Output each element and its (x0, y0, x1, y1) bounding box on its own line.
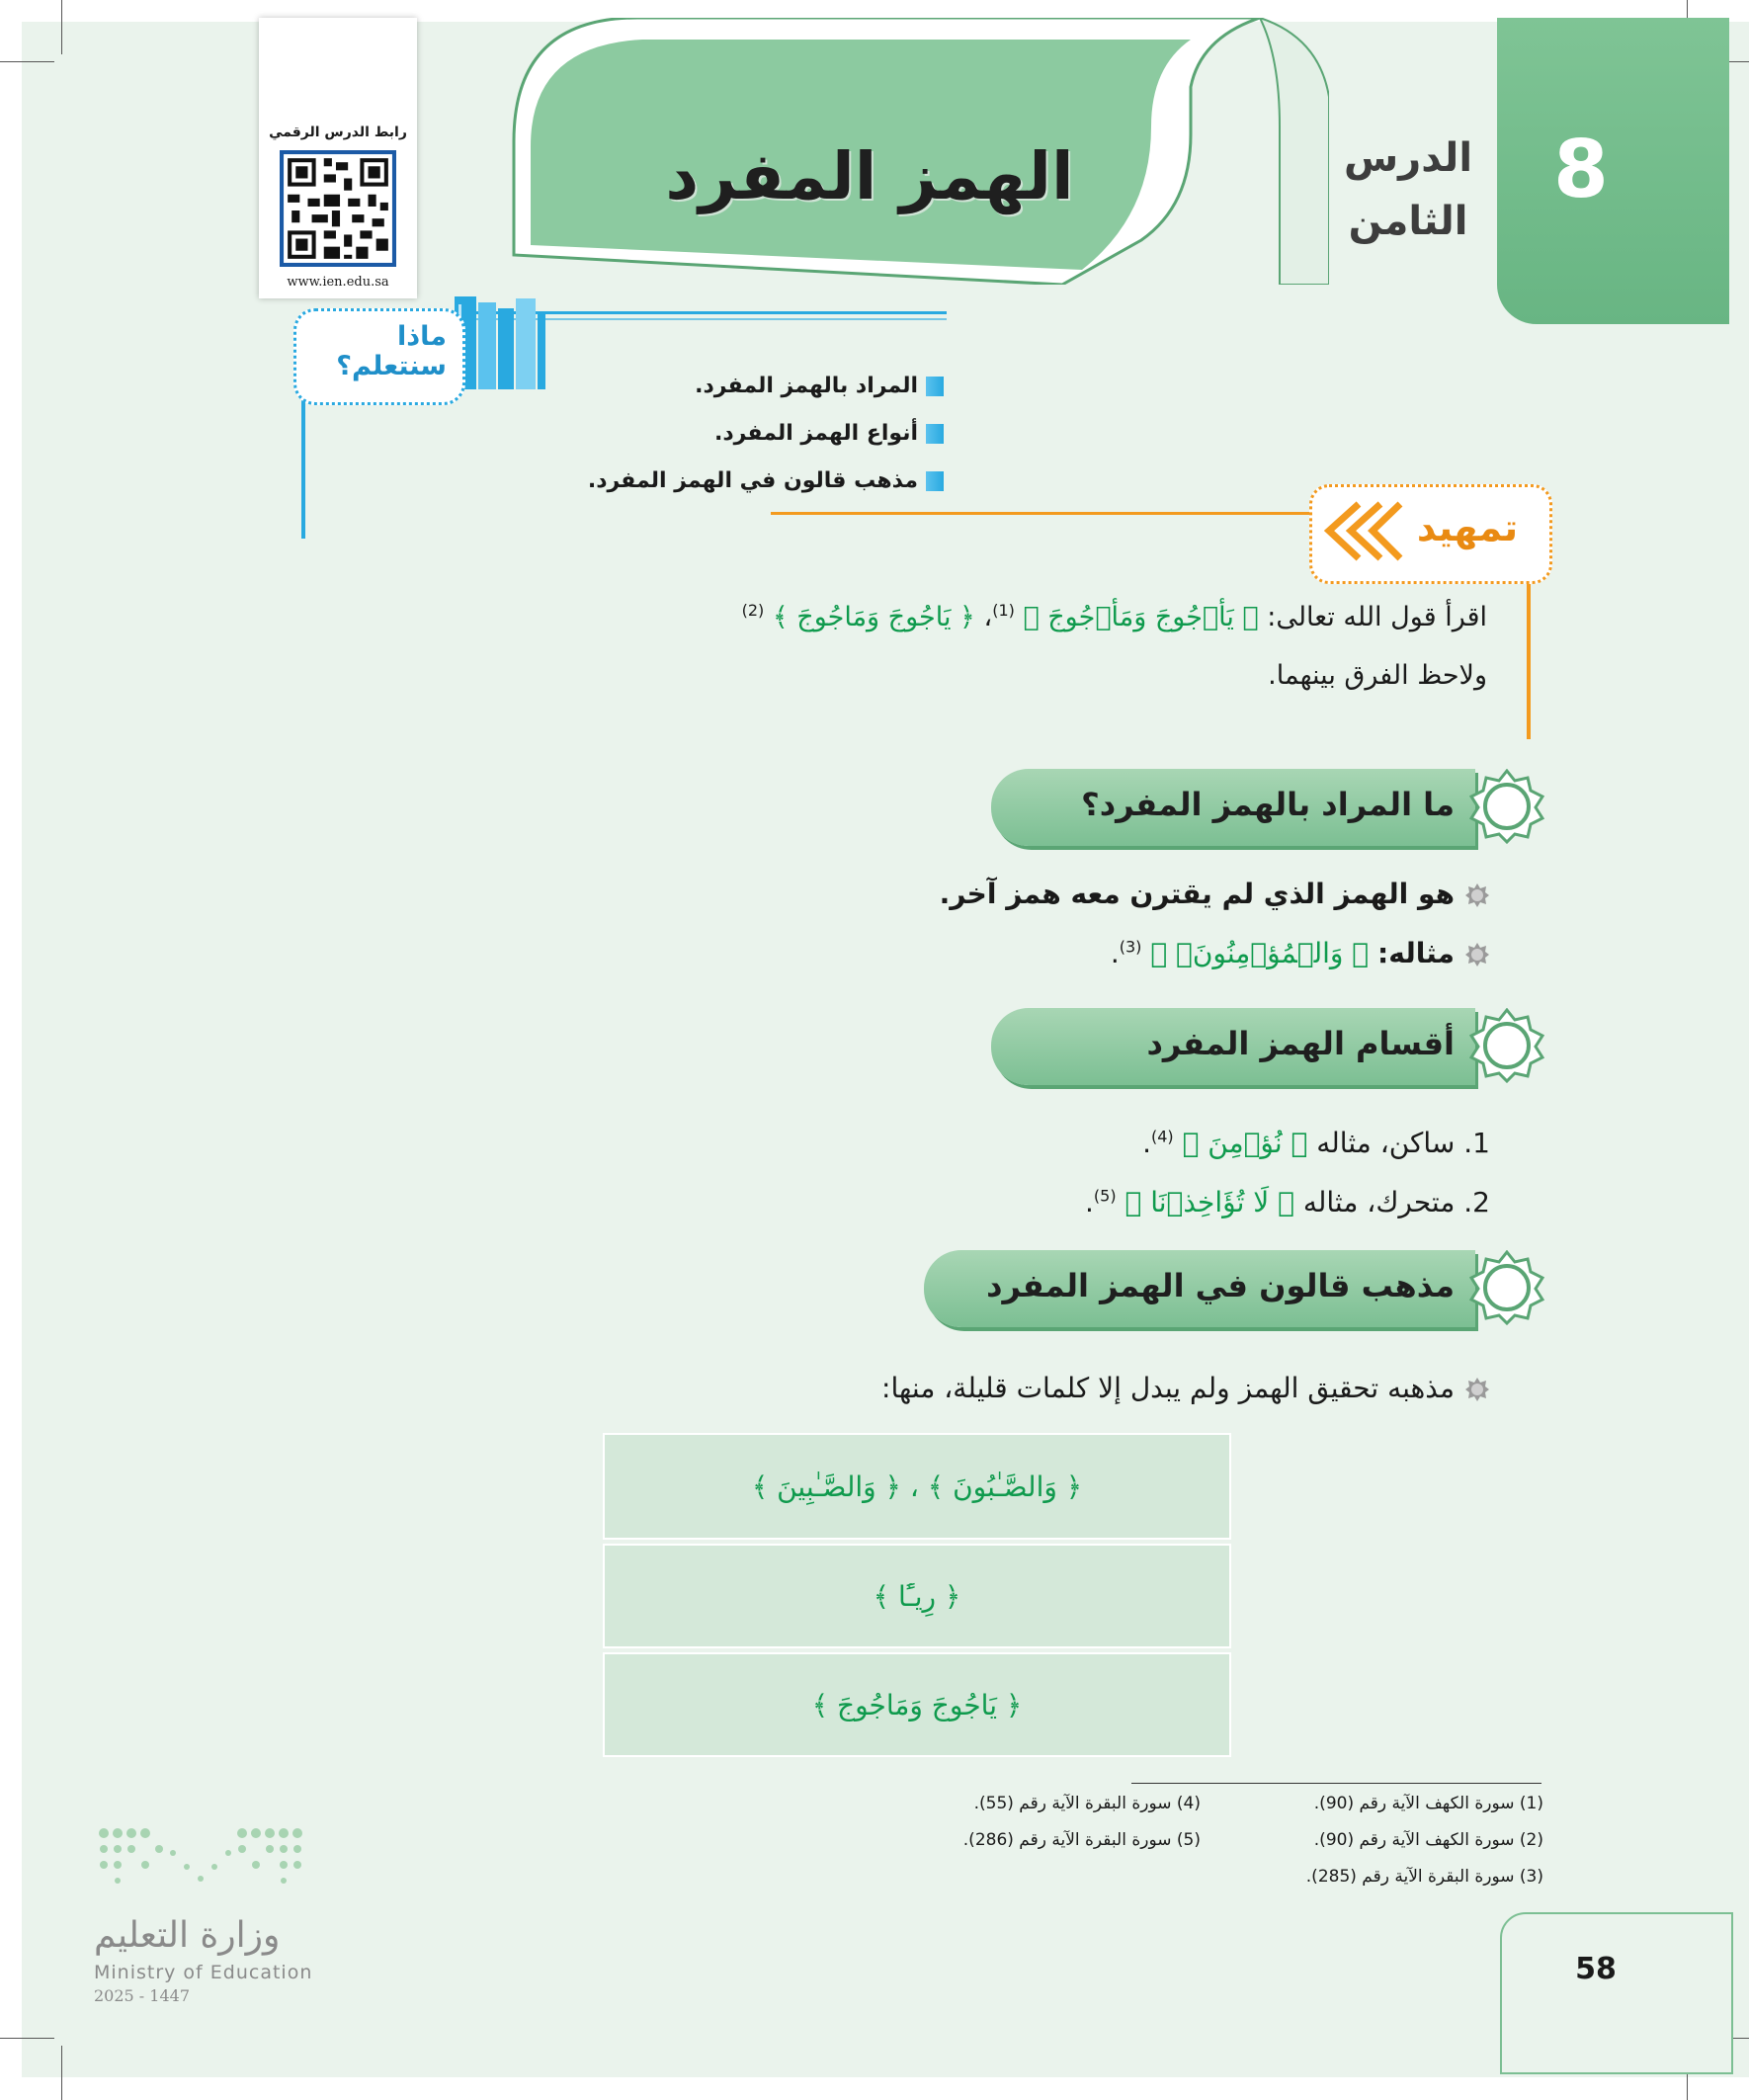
crop-mark (61, 2046, 62, 2100)
learn-heading (296, 322, 447, 381)
gear-bullet-icon (1464, 882, 1490, 908)
section3-title: مذهب قالون في الهمز المفرد (986, 1267, 1455, 1304)
footnote: (3) سورة البقرة الآية رقم (285). (1305, 1867, 1543, 1887)
definition-bullet: هو الهمز الذي لم يقترن معه همز آخر. (940, 878, 1490, 910)
footnote-divider (1131, 1783, 1541, 1784)
learn-heading-line2: سنتعلم؟ (336, 351, 447, 381)
square-bullet-icon (926, 471, 944, 491)
qr-code-icon[interactable] (280, 150, 396, 267)
qr-url[interactable]: www.ien.edu.sa (287, 275, 389, 290)
section2-title: أقسام الهمز المفرد (1146, 1025, 1455, 1062)
page-title: الهمز المفرد (665, 138, 1074, 214)
objective-item: المراد بالهمز المفرد. (695, 374, 944, 398)
gear-bullet-icon (1464, 1377, 1490, 1402)
footnote: (4) سورة البقرة الآية رقم (55). (973, 1794, 1201, 1813)
lesson-label-line1: الدرس (1343, 135, 1473, 181)
section1-title: ما المراد بالهمز المفرد؟ (1081, 786, 1455, 823)
medal-icon (1469, 769, 1544, 844)
ministry-year: 2025 - 1447 (94, 1986, 191, 2005)
tamheed-line1: اقرأ قول الله تعالى: ﴿ يَأۡجُوجَ وَمَأۡجُوجَ ﴾ $^{(1)}$، ﴿ يَاجُوجَ وَمَاجُوجَ ﴾ $^{(2)}$ (741, 601, 1487, 632)
lesson-label (1314, 126, 1502, 253)
tamheed-title: تمهيد (1416, 506, 1519, 549)
crop-mark (0, 61, 54, 62)
list-item: 1. ساكن، مثاله ﴿ نُؤۡمِنَ ﴾ $^{(4)}$. (1142, 1127, 1490, 1159)
table-row: ﴿ رِيـًٔا ﴾ (603, 1544, 1231, 1648)
gear-bullet-icon (1464, 942, 1490, 967)
tamheed-line2: ولاحظ الفرق بينهما. (1268, 660, 1487, 691)
list-item: 2. متحرك، مثاله ﴿ لَا تُؤَاخِذۡنَا ﴾ $^{(5)}$. (1085, 1186, 1490, 1218)
footnote: (2) سورة الكهف الآية رقم (90). (1313, 1830, 1543, 1850)
page-number: 58 (1575, 1952, 1617, 1986)
footnote: (5) سورة البقرة الآية رقم (286). (962, 1830, 1201, 1850)
footnote: (1) سورة الكهف الآية رقم (90). (1313, 1794, 1543, 1813)
table-row: ﴿ وَالصَّـٰبُونَ ﴾ ، ﴿ وَالصَّـٰبِينَ ﴾ (603, 1433, 1231, 1540)
ministry-logo-icon (94, 1823, 311, 1902)
books-icon (453, 294, 546, 391)
qr-label: رابط الدرس الرقمي (269, 125, 407, 140)
ministry-english: Ministry of Education (94, 1962, 313, 1983)
lesson-label-line2: الثامن (1348, 199, 1468, 244)
section3-bullet: مذهبه تحقيق الهمز ولم يبدل إلا كلمات قليلة، منها: (881, 1372, 1490, 1404)
medal-icon (1469, 1250, 1544, 1325)
square-bullet-icon (926, 424, 944, 444)
lesson-number: 8 (1553, 124, 1609, 215)
chevrons-icon (1319, 499, 1403, 563)
page-number-box (1500, 1912, 1733, 2074)
crop-mark (0, 2038, 54, 2039)
objective-item: مذهب قالون في الهمز المفرد. (588, 468, 944, 493)
objective-item: أنواع الهمز المفرد. (714, 421, 944, 446)
square-bullet-icon (926, 377, 944, 396)
learn-heading-line1: ماذا (397, 321, 447, 352)
tamheed-vertical-line (1527, 573, 1531, 739)
learn-vertical-line (301, 400, 305, 539)
example-bullet: مثاله: ﴿ وَالۡمُؤۡمِنُونَۚ ﴾ $^{(3)}$. (1111, 937, 1490, 969)
crop-mark (61, 0, 62, 54)
tamheed-line (771, 512, 1324, 515)
medal-icon (1469, 1008, 1544, 1083)
table-row: ﴿ يَاجُوجَ وَمَاجُوجَ ﴾ (603, 1652, 1231, 1757)
ministry-arabic: وزارة التعليم (94, 1915, 281, 1956)
